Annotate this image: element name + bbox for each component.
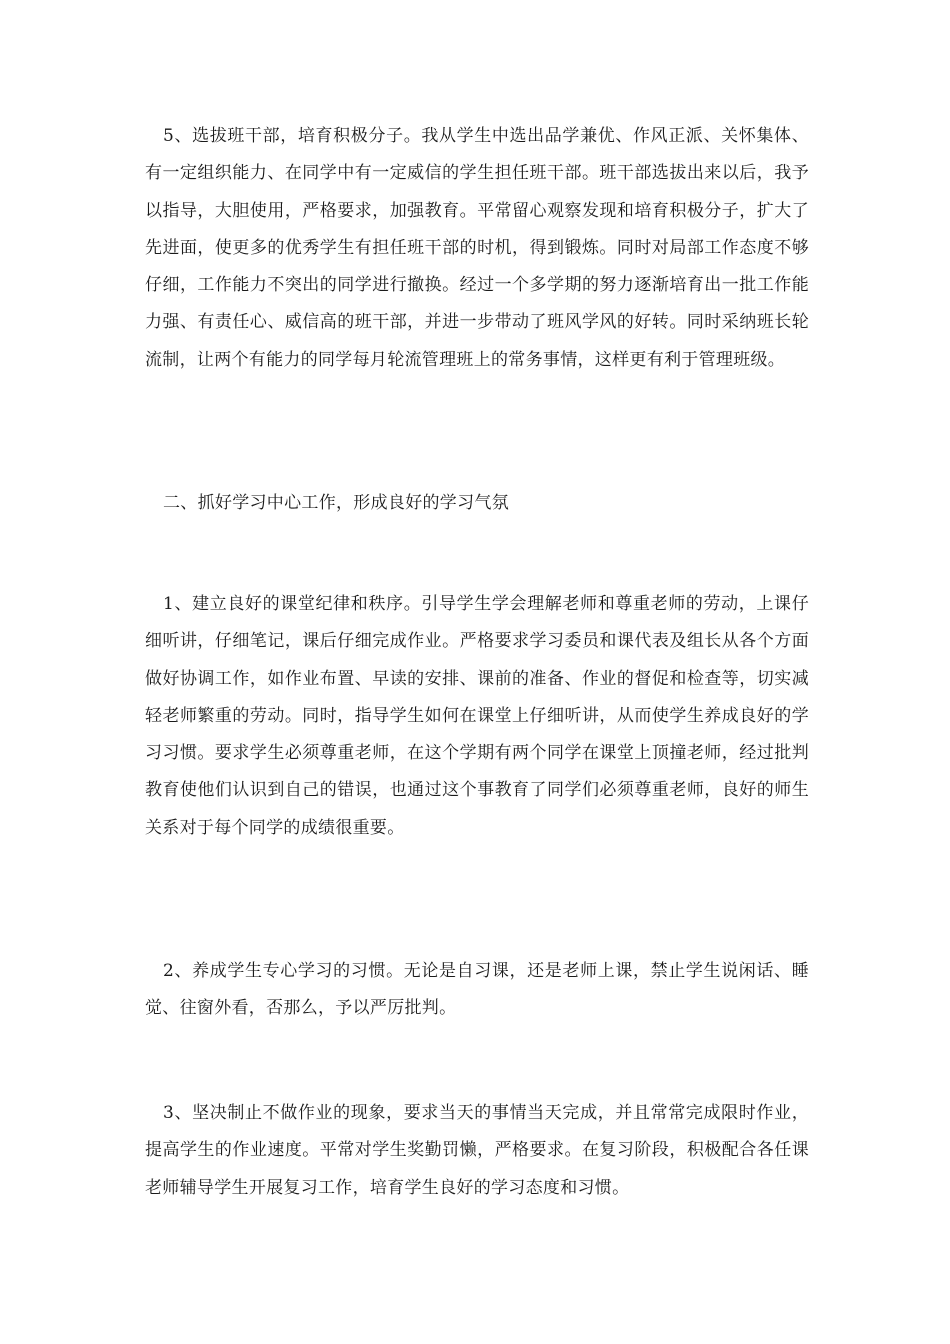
paragraph-study-habits: 2、养成学生专心学习的习惯。无论是自习课，还是老师上课，禁止学生说闲话、睡觉、往窗外看，否那么，予以严厉批判。 (145, 961, 809, 1019)
section-heading-study: 二、抓好学习中心工作，形成良好的学习气氛 (163, 493, 509, 513)
paragraph-class-cadres: 5、选拔班干部，培育积极分子。我从学生中选出品学兼优、作风正派、关怀集体、有一定组织能力、在同学中有一定威信的学生担任班干部。班干部选拔出来以后，我予以指导，大胆使用，严格要求，加强教育。平常留心观察发现和培育积极分子，扩大了先进面，使更多的优秀学生有担任班干部的时机，得到锻炼。同时对局部工作态度不够仔细，工作能力不突出的同学进行撤换。经过一个多学期的努力逐渐培育出一批工作能力强、有责任心、威信高的班干部，并进一步带动了班风学风的好转。同时采纳班长轮流制，让两个有能力的同学每月轮流管理班上的常务事情，这样更有利于管理班级。 (145, 126, 809, 370)
paragraph-classroom-discipline: 1、建立良好的课堂纪律和秩序。引导学生学会理解老师和尊重老师的劳动，上课仔细听讲，仔细笔记，课后仔细完成作业。严格要求学习委员和课代表及组长从各个方面做好协调工作，如作业布置、早读的安排、课前的准备、作业的督促和检查等，切实减轻老师繁重的劳动。同时，指导学生如何在课堂上仔细听讲，从而使学生养成良好的学习习惯。要求学生必须尊重老师，在这个学期有两个同学在课堂上顶撞老师，经过批判教育使他们认识到自己的错误，也通过这个事教育了同学们必须尊重老师，良好的师生关系对于每个同学的成绩很重要。 (145, 594, 809, 838)
paragraph-homework: 3、坚决制止不做作业的现象，要求当天的事情当天完成，并且常常完成限时作业，提高学生的作业速度。平常对学生奖勤罚懒，严格要求。在复习阶段，积极配合各任课老师辅导学生开展复习工作，培育学生良好的学习态度和习惯。 (145, 1103, 809, 1198)
